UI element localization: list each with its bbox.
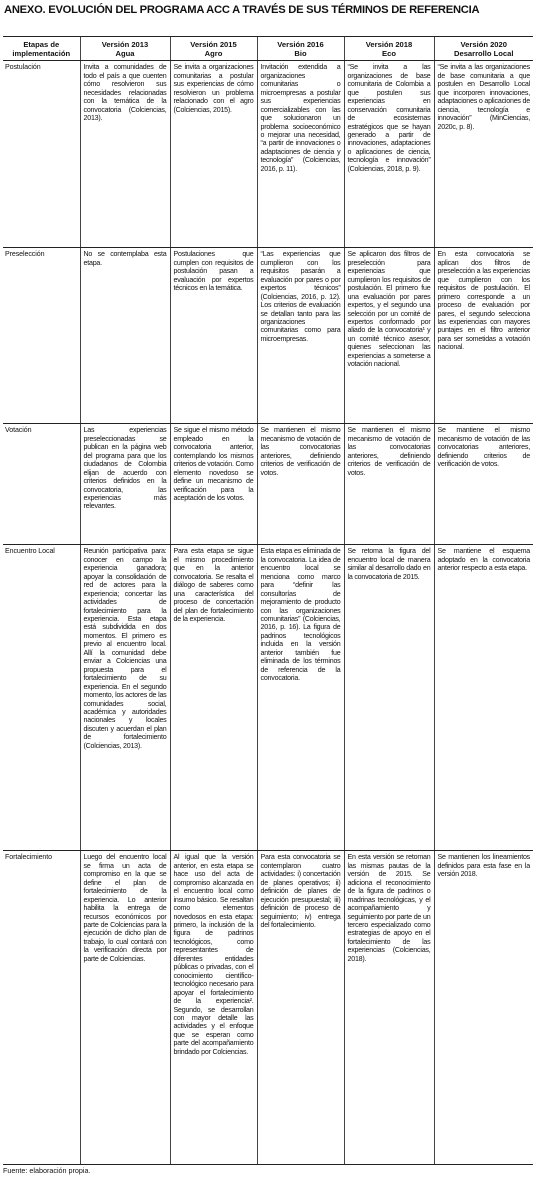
table-cell: En esta convocatoria se aplican dos filtros de preselección a las experiencias que cumplieron con los requisitos de postulación. El primero corresponde a un proceso de evaluación por pares, el segundo selecciona las experiencias con mayores puntajes en el filtro anterior para ser sometidas a votación nacional. bbox=[434, 248, 533, 424]
table-row bbox=[3, 545, 533, 851]
table-cell: Se aplicaron dos filtros de preselección para experiencias que cumplieron los requisitos de postulación. El primero fue una evaluación por pares expertos, y el segundo una selección por un comité de expertos conformado por aliado de la convocatoria¹ y un comité técnico asesor, quienes seleccionan las experiencias a someterse a votación nacional. bbox=[344, 248, 434, 424]
table-cell: Al igual que la versión anterior, en esta etapa se hace uso del acta de compromiso alcanzada en el encuentro local como insumo básico. Se resaltan como elementos novedosos en esta etapa: primero, la inclusión de la figura de padrinos tecnológicos, como representantes de diferentes entidades públicas o privadas, con el conocimiento científico-tecnológico necesario para apoyar el fortalecimiento de la experiencia². Segundo, se desarrollan con mayor detalle las actividades y el enfoque que se esperan como parte del acompañamiento brindado por Colciencias. bbox=[170, 851, 257, 1165]
table-cell: Se mantienen el mismo mecanismo de votación de las convocatorias anteriores, definiendo criterios de verificación de votos. bbox=[344, 424, 434, 545]
table-cell: “Se invita a las organizaciones de base comunitaria de Colombia a que postulen sus experiencias en conservación comunitaria de ecosistemas estratégicos que se hayan generado a partir de innovaciones, adaptaciones o aplicaciones de ciencia, tecnología e innovación” (Colciencias, 2018, p. 9). bbox=[344, 61, 434, 248]
stage-cell: Postulación bbox=[3, 61, 80, 248]
table-cell: Se mantienen los lineamientos definidos para esta fase en la versión 2018. bbox=[434, 851, 533, 1165]
table-row bbox=[3, 61, 533, 248]
table-cell: Se retoma la figura del encuentro local de manera similar al desarrollo dado en la convocatoria de 2015. bbox=[344, 545, 434, 851]
table-cell: Invita a comunidades de todo el país a que cuenten cómo resolvieron sus necesidades relacionadas con la temática de la convocatoria (Colciencias, 2013). bbox=[80, 61, 170, 248]
table-cell: Las experiencias preseleccionadas se publican en la página web del programa para que los ciudadanos de Colombia elijan de acuerdo con criterios definidos en la convocatoria, las experiencias más relevantes. bbox=[80, 424, 170, 545]
stage-cell: Votación bbox=[3, 424, 80, 545]
header-version-2013: Versión 2013 Agua bbox=[80, 37, 170, 61]
source-note: Fuente: elaboración propia. bbox=[3, 1166, 91, 1175]
table-cell: Se mantiene el mismo mecanismo de votación de las convocatorias anteriores, definiendo criterios de verificación de votos. bbox=[434, 424, 533, 545]
table-cell: No se contemplaba esta etapa. bbox=[80, 248, 170, 424]
table-cell: Se mantiene el esquema adoptado en la convocatoria anterior respecto a esta etapa. bbox=[434, 545, 533, 851]
table-cell: Para esta convocatoria se contemplaron cuatro actividades: i) concertación de planes operativos; ii) definición de planes de ejecución presupuestal; iii) definición de proceso de seguimiento; iv) entrega del fortalecimiento. bbox=[257, 851, 344, 1165]
table-cell: “Se invita a las organizaciones de base comunitaria a que postulen en Desarrollo Local que incorporen innovaciones, adaptaciones o aplicaciones de ciencia, tecnología e innovación” (MinCiencias, 2020c, p. 8). bbox=[434, 61, 533, 248]
header-stage: Etapas de implementación bbox=[3, 37, 80, 61]
table-header-row bbox=[3, 37, 533, 61]
table-cell: Esta etapa es eliminada de la convocatoria. La idea de encuentro local se menciona como marco para “definir las consultorías de mejoramiento de producto con las organizaciones comunitarias” (Colciencias, 2016, p. 16). La figura de padrinos tecnológicos incluida en la versión anterior también fue eliminada de los términos de referencia de la convocatoria. bbox=[257, 545, 344, 851]
stage-cell: Preselección bbox=[3, 248, 80, 424]
header-version-2016: Versión 2016 Bio bbox=[257, 37, 344, 61]
evolution-table bbox=[3, 36, 533, 1165]
stage-cell: Encuentro Local bbox=[3, 545, 80, 851]
table-cell: “Las experiencias que cumplieron con los requisitos pasarán a evaluación por pares o por expertos técnicos” (Colciencias, 2016, p. 12). Los criterios de evaluación se detallan tanto para las organizaciones comunitarias como para microempresas. bbox=[257, 248, 344, 424]
table-cell: Se invita a organizaciones comunitarias a postular sus experiencias de cómo resolvieron un problema relacionado con el agro (Colciencias, 2015). bbox=[170, 61, 257, 248]
table-cell: Invitación extendida a organizaciones comunitarias o microempresas a postular sus experiencias comercializables con las que solucionaron un problema socioeconómico o mejorar una necesidad, “a partir de innovaciones o adaptaciones de ciencia y tecnología” (Colciencias, 2016, p. 11). bbox=[257, 61, 344, 248]
table-cell: En esta versión se retoman las mismas pautas de la versión de 2015. Se adiciona el reconocimiento de la figura de padrinos o madrinas tecnológicas, y el acompañamiento y seguimiento por parte de un tercero especializado como estrategias de apoyo en el fortalecimiento de las experiencias (Colciencias, 2018). bbox=[344, 851, 434, 1165]
stage-cell: Fortalecimiento bbox=[3, 851, 80, 1165]
table-cell: Postulaciones que cumplen con requisitos de postulación pasan a evaluación por expertos técnicos en la temática. bbox=[170, 248, 257, 424]
header-version-2015: Versión 2015 Agro bbox=[170, 37, 257, 61]
header-version-2018: Versión 2018 Eco bbox=[344, 37, 434, 61]
table-cell: Reunión participativa para: conocer en campo la experiencia ganadora; apoyar la consolidación de red de actores para la experiencia; concertar las actividades de fortalecimiento para la experiencia. Esta etapa está subdividida en dos momentos. El primero es previo al encuentro local. Allí la comunidad debe enviar a Colciencias una propuesta para el fortalecimiento de su experiencia. En el segundo momento, los actores de las comunidades social, académica y autoridades nacionales y locales discuten y acuerdan el plan de fortalecimiento (Colciencias, 2013). bbox=[80, 545, 170, 851]
table-row bbox=[3, 851, 533, 1165]
table-row bbox=[3, 424, 533, 545]
table-row bbox=[3, 248, 533, 424]
header-version-2020: Versión 2020 Desarrollo Local bbox=[434, 37, 533, 61]
table-cell: Luego del encuentro local se firma un acta de compromiso en la que se define el plan de fortalecimiento de la experiencia. Lo anterior habilita la entrega de recursos económicos por parte de Colciencias para la ejecución de dicho plan de trabajo, lo cual contará con la verificación directa por parte de Colciencias. bbox=[80, 851, 170, 1165]
table-cell: Para esta etapa se sigue el mismo procedimiento que en la anterior convocatoria. Se resalta el diálogo de saberes como una característica del proceso de concertación del plan de fortalecimiento de la experiencia. bbox=[170, 545, 257, 851]
table-cell: Se sigue el mismo método empleado en la convocatoria anterior, contemplando los mismos criterios de votación. Como elemento novedoso se define un mecanismo de verificación para la aceptación de los votos. bbox=[170, 424, 257, 545]
table-cell: Se mantienen el mismo mecanismo de votación de las convocatorias anteriores, definiendo criterios de verificación de votos. bbox=[257, 424, 344, 545]
page-title: ANEXO. EVOLUCIÓN DEL PROGRAMA ACC A TRAVÉS DE SUS TÉRMINOS DE REFERENCIA bbox=[4, 4, 480, 16]
